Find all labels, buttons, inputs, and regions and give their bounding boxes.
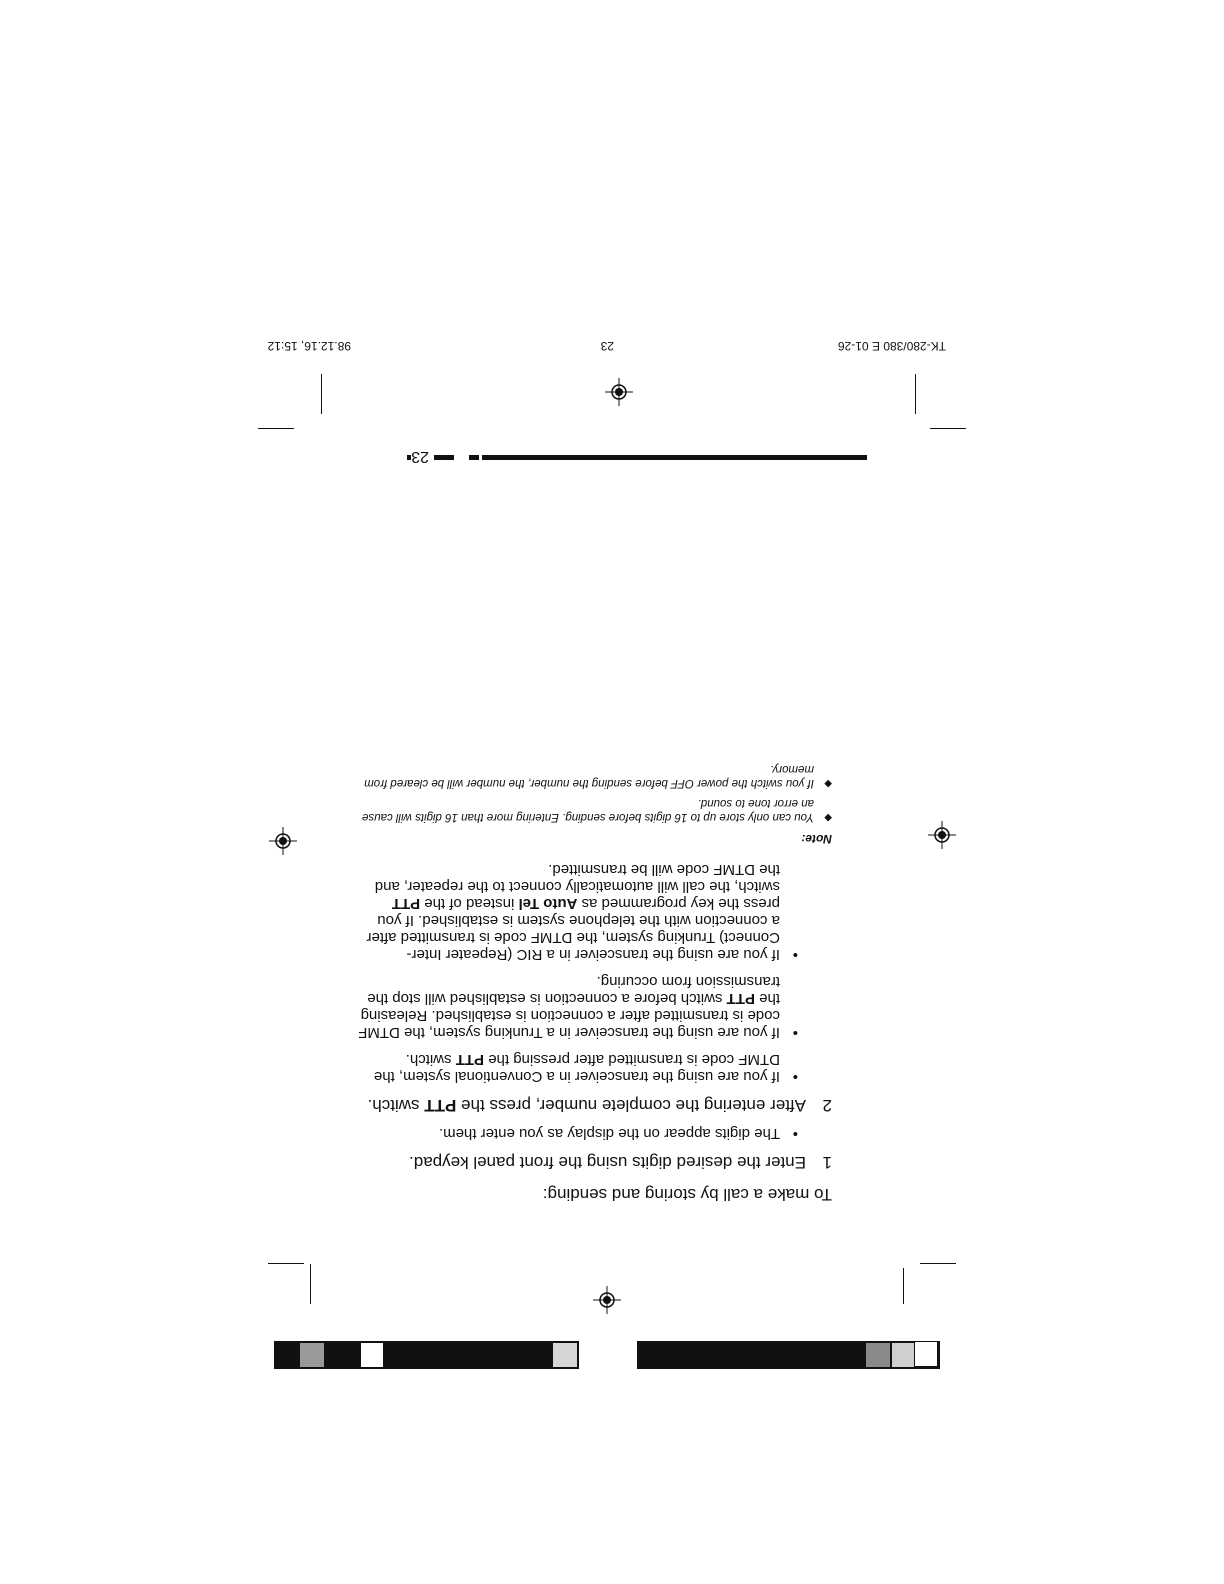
diamond-icon: ◆ — [824, 778, 832, 789]
bullet-text-part: instead of the — [420, 895, 519, 912]
bullet-text — [357, 973, 780, 1041]
calibration-patch — [892, 1343, 914, 1367]
bullet-trunking — [357, 973, 806, 1041]
crop-mark — [930, 428, 966, 429]
ptt-key-label: PTT — [391, 895, 421, 912]
page-bar-rule — [482, 455, 867, 460]
calibration-patch — [866, 1343, 890, 1367]
step-text: Enter the desired digits using the front panel keypad. — [409, 1153, 806, 1172]
bullet-icon: • — [792, 946, 798, 963]
bullet-text: The digits appear on the display as you enter them. — [438, 1125, 780, 1142]
note-title: Note: — [801, 832, 832, 846]
bullet-text — [357, 1051, 780, 1085]
bullet-text-part: switch, the call will automatically connect to the repeater, and the DTMF code will be transmitted. — [374, 861, 780, 895]
crop-mark — [915, 374, 916, 414]
slug-page-number: 23 — [600, 339, 614, 353]
calibration-patch — [553, 1343, 577, 1367]
step-text-part: switch. — [367, 1096, 425, 1115]
calibration-bar-left — [637, 1341, 940, 1369]
ptt-key-label: PTT — [455, 1051, 485, 1068]
ptt-key-label: PTT — [424, 1096, 457, 1115]
page-bar-dots — [469, 455, 479, 460]
bullet-conventional — [357, 1051, 806, 1085]
crosshair-target-icon — [605, 378, 633, 406]
calibration-patch — [914, 1341, 938, 1367]
diamond-icon: ◆ — [824, 812, 832, 823]
crop-mark — [321, 374, 322, 414]
bullet-icon: • — [792, 1068, 798, 1085]
crosshair-target-icon — [928, 821, 956, 849]
step-number: 1 — [822, 1153, 832, 1172]
print-slug — [264, 333, 954, 353]
step-text — [357, 1095, 806, 1115]
step-1-bullet — [357, 1125, 806, 1142]
step-1 — [357, 1152, 832, 1172]
intro-heading: To make a call by storing and sending: — [542, 1185, 832, 1204]
step-number: 2 — [822, 1096, 832, 1115]
bullet-text-part: switch. — [405, 1051, 456, 1068]
bullet-icon: • — [792, 1125, 798, 1142]
calibration-patch — [361, 1343, 383, 1367]
slug-job-code: TK-280/380 E 01-26 — [837, 339, 946, 353]
auto-tel-key-label: Auto Tel — [518, 895, 578, 912]
crop-mark — [920, 1263, 956, 1264]
crosshair-target-icon — [269, 827, 297, 855]
note-item — [357, 796, 832, 824]
note-text: You can only store up to 16 digits before sending. Entering more than 16 digits will cause an error tone to sound. — [362, 797, 814, 823]
calibration-patch — [300, 1343, 324, 1367]
bullet-text — [357, 861, 780, 963]
page-bar-left-block — [434, 455, 454, 460]
instructions-body — [357, 756, 832, 1204]
crop-mark — [903, 1268, 904, 1304]
crop-mark — [258, 428, 294, 429]
crosshair-target-icon — [593, 1286, 621, 1314]
bullet-text-part: switch before a connection is established will stop the transmission from occuring. — [367, 973, 780, 1007]
bullet-text-part: If you are using the transceiver in a RIC (Repeater Inter-Connect) Trunking system, the DTMF code is transmitted after a connection with the telephone system is established. If you press the key programmed as — [366, 895, 780, 963]
bullet-ric — [357, 861, 806, 963]
crop-mark — [310, 1264, 311, 1304]
step-2 — [357, 1095, 832, 1115]
bullet-text-part: If you are using the transceiver in a Trunking system, the DTMF code is transmitted after a connection is established. Releasing the — [358, 990, 780, 1041]
note-item — [357, 762, 832, 790]
calibration-bar-right — [274, 1341, 579, 1369]
bullet-icon: • — [792, 1024, 798, 1041]
bullet-text-part: If you are using the transceiver in a Conventional system, the DTMF code is transmitted after pressing the — [373, 1051, 780, 1085]
slug-date: 98.12.16, 15:12 — [267, 339, 351, 353]
step-text-part: After entering the complete number, press the — [456, 1096, 806, 1115]
crop-mark — [268, 1263, 304, 1264]
note-text: If you switch the power OFF before sending the number, the number will be cleared from memory. — [364, 763, 814, 789]
page-number: 23 — [411, 448, 429, 465]
ptt-key-label: PTT — [726, 990, 755, 1007]
